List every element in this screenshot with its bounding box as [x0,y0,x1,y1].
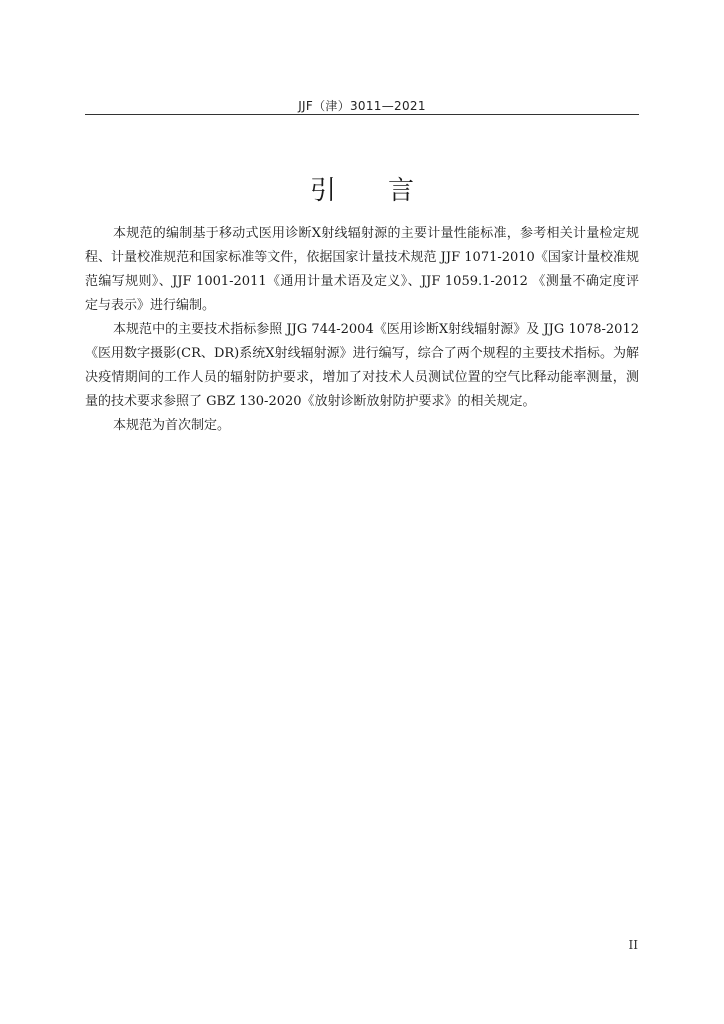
paragraph: 本规范中的主要技术指标参照 JJG 744-2004《医用诊断X射线辐射源》及 JJG 1078-2012《医用数字摄影(CR、DR)系统X射线辐射源》进行编写，综合了两个规程的主要技术指标。为解决疫情期间的工作人员的辐射防护要求，增加了对技术人员测试位置的空气比释动能率测量，测量的技术要求参照了 GBZ 130-2020《放射诊断放射防护要求》的相关规定。 [85,322,639,409]
page-number: II [628,938,638,952]
section-title: 引言 [309,176,466,206]
header-divider [85,114,639,115]
paragraph: 本规范为首次制定。 [113,418,231,433]
paragraph: 本规范的编制基于移动式医用诊断X射线辐射源的主要计量性能标准，参考相关计量检定规程、计量校准规范和国家标准等文件，依据国家计量技术规范 JJF 1071-2010《国家计量校准规范编写规则》、JJF 1001-2011《通用计量术语及定义》、JJF 1059.1-2012 《测量不确定度评定与表示》进行编制。 [85,226,639,313]
body-text [85,222,639,438]
document-code-header: JJF（津）3011—2021 [298,99,426,113]
